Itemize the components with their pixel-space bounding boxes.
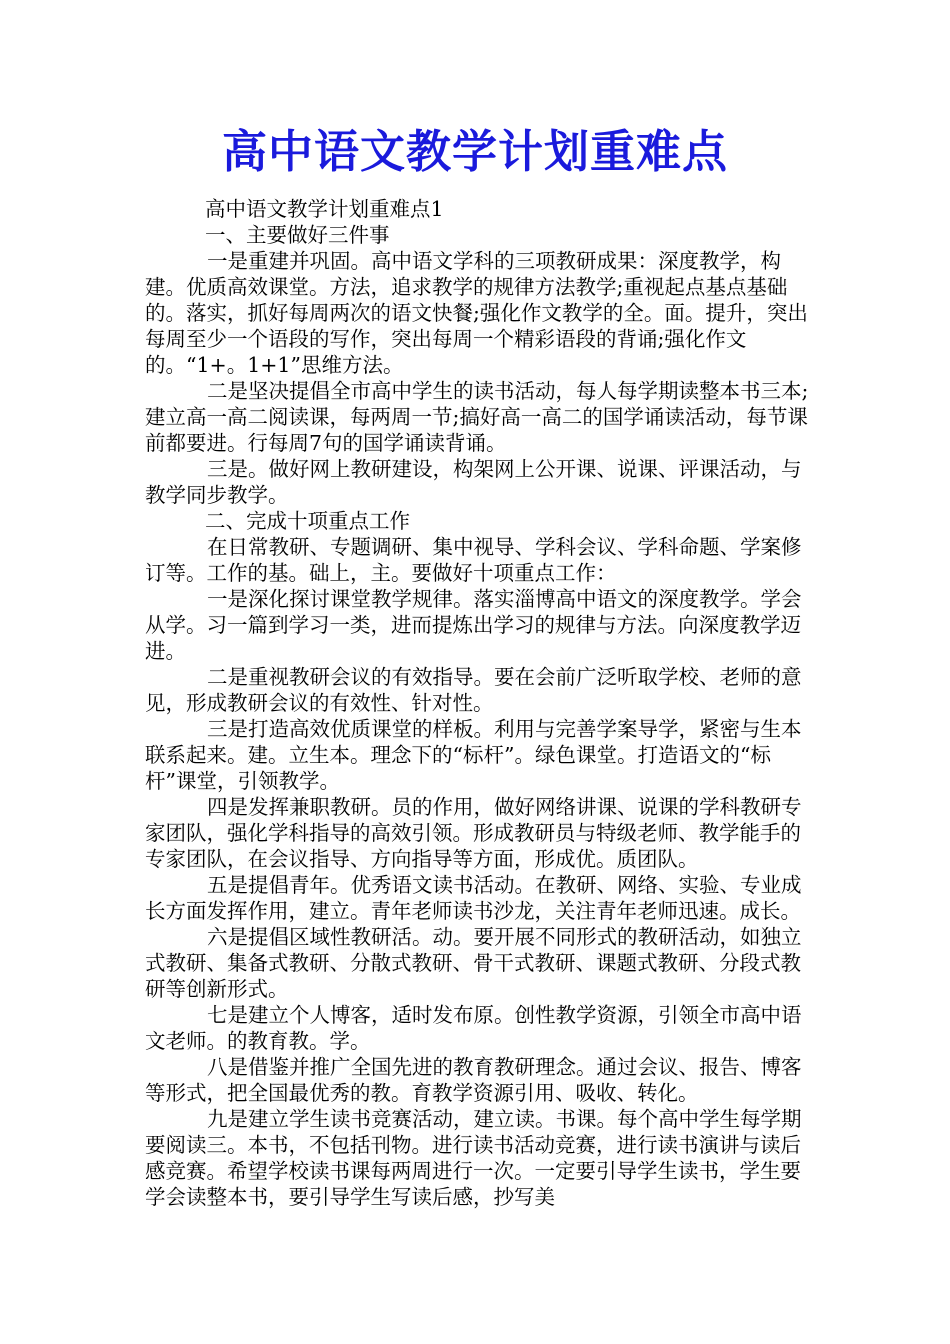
document-title: 高中语文教学计划重难点 xyxy=(221,125,728,178)
body-paragraph: 三是。做好网上教研建设，构架网上公开课、说课、评课活动，与教学同步教学。 xyxy=(145,457,802,507)
body-paragraph: 一是深化探讨课堂教学规律。落实淄博高中语文的深度教学。学会从学。习一篇到学习一类，进而提炼出学习的规律与方法。向深度教学迈进。 xyxy=(145,587,802,663)
document-body xyxy=(145,196,810,1210)
body-paragraph: 五是提倡青年。优秀语文读书活动。在教研、网络、实验、专业成长方面发挥作用，建立。青年老师读书沙龙，关注青年老师迅速。成长。 xyxy=(145,873,802,923)
body-paragraph: 二是重视教研会议的有效指导。要在会前广泛听取学校、老师的意见，形成教研会议的有效性、针对性。 xyxy=(145,665,802,715)
body-paragraph: 一是重建并巩固。高中语文学科的三项教研成果：深度教学，构建。优质高效课堂。方法，追求教学的规律方法教学;重视起点基点基础的。落实，抓好每周两次的语文快餐;强化作文教学的全。面。提升，突出每周至少一个语段的写作，突出每周一个精彩语段的背诵;强化作文的。“1+。1+1”思维方法。 xyxy=(145,249,808,377)
body-paragraph: 八是借鉴并推广全国先进的教育教研理念。通过会议、报告、博客等形式，把全国最优秀的教。育教学资源引用、吸收、转化。 xyxy=(145,1055,802,1105)
section-heading: 二、完成十项重点工作 xyxy=(205,509,410,533)
body-paragraph: 三是打造高效优质课堂的样板。利用与完善学案导学，紧密与生本联系起来。建。立生本。理念下的“标杆”。绿色课堂。打造语文的“标杆”课堂，引领教学。 xyxy=(145,717,802,793)
body-paragraph: 九是建立学生读书竞赛活动，建立读。书课。每个高中学生每学期要阅读三。本书，不包括刊物。进行读书活动竞赛，进行读书演讲与读后感竞赛。希望学校读书课每两周进行一次。一定要引导学生读书，学生要学会读整本书，要引导学生写读后感，抄写美 xyxy=(145,1107,802,1209)
section-heading: 一、主要做好三件事 xyxy=(205,223,390,247)
body-paragraph: 在日常教研、专题调研、集中视导、学科会议、学科命题、学案修订等。工作的基。础上，主。要做好十项重点工作： xyxy=(145,535,802,585)
body-paragraph: 四是发挥兼职教研。员的作用，做好网络讲课、说课的学科教研专家团队，强化学科指导的高效引领。形成教研员与特级老师、教学能手的专家团队，在会议指导、方向指导等方面，形成优。质团队。 xyxy=(145,795,802,871)
body-paragraph: 七是建立个人博客，适时发布原。创性教学资源，引领全市高中语文老师。的教育教。学。 xyxy=(145,1003,802,1053)
document-subtitle: 高中语文教学计划重难点1 xyxy=(205,197,444,221)
body-paragraph: 六是提倡区域性教研活。动。要开展不同形式的教研活动，如独立式教研、集备式教研、分散式教研、骨干式教研、课题式教研、分段式教研等创新形式。 xyxy=(145,925,802,1001)
body-paragraph: 二是坚决提倡全市高中学生的读书活动，每人每学期读整本书三本;建立高一高二阅读课，每两周一节;搞好高一高二的国学诵读活动，每节课前都要进。行每周7句的国学诵读背诵。 xyxy=(145,379,809,455)
